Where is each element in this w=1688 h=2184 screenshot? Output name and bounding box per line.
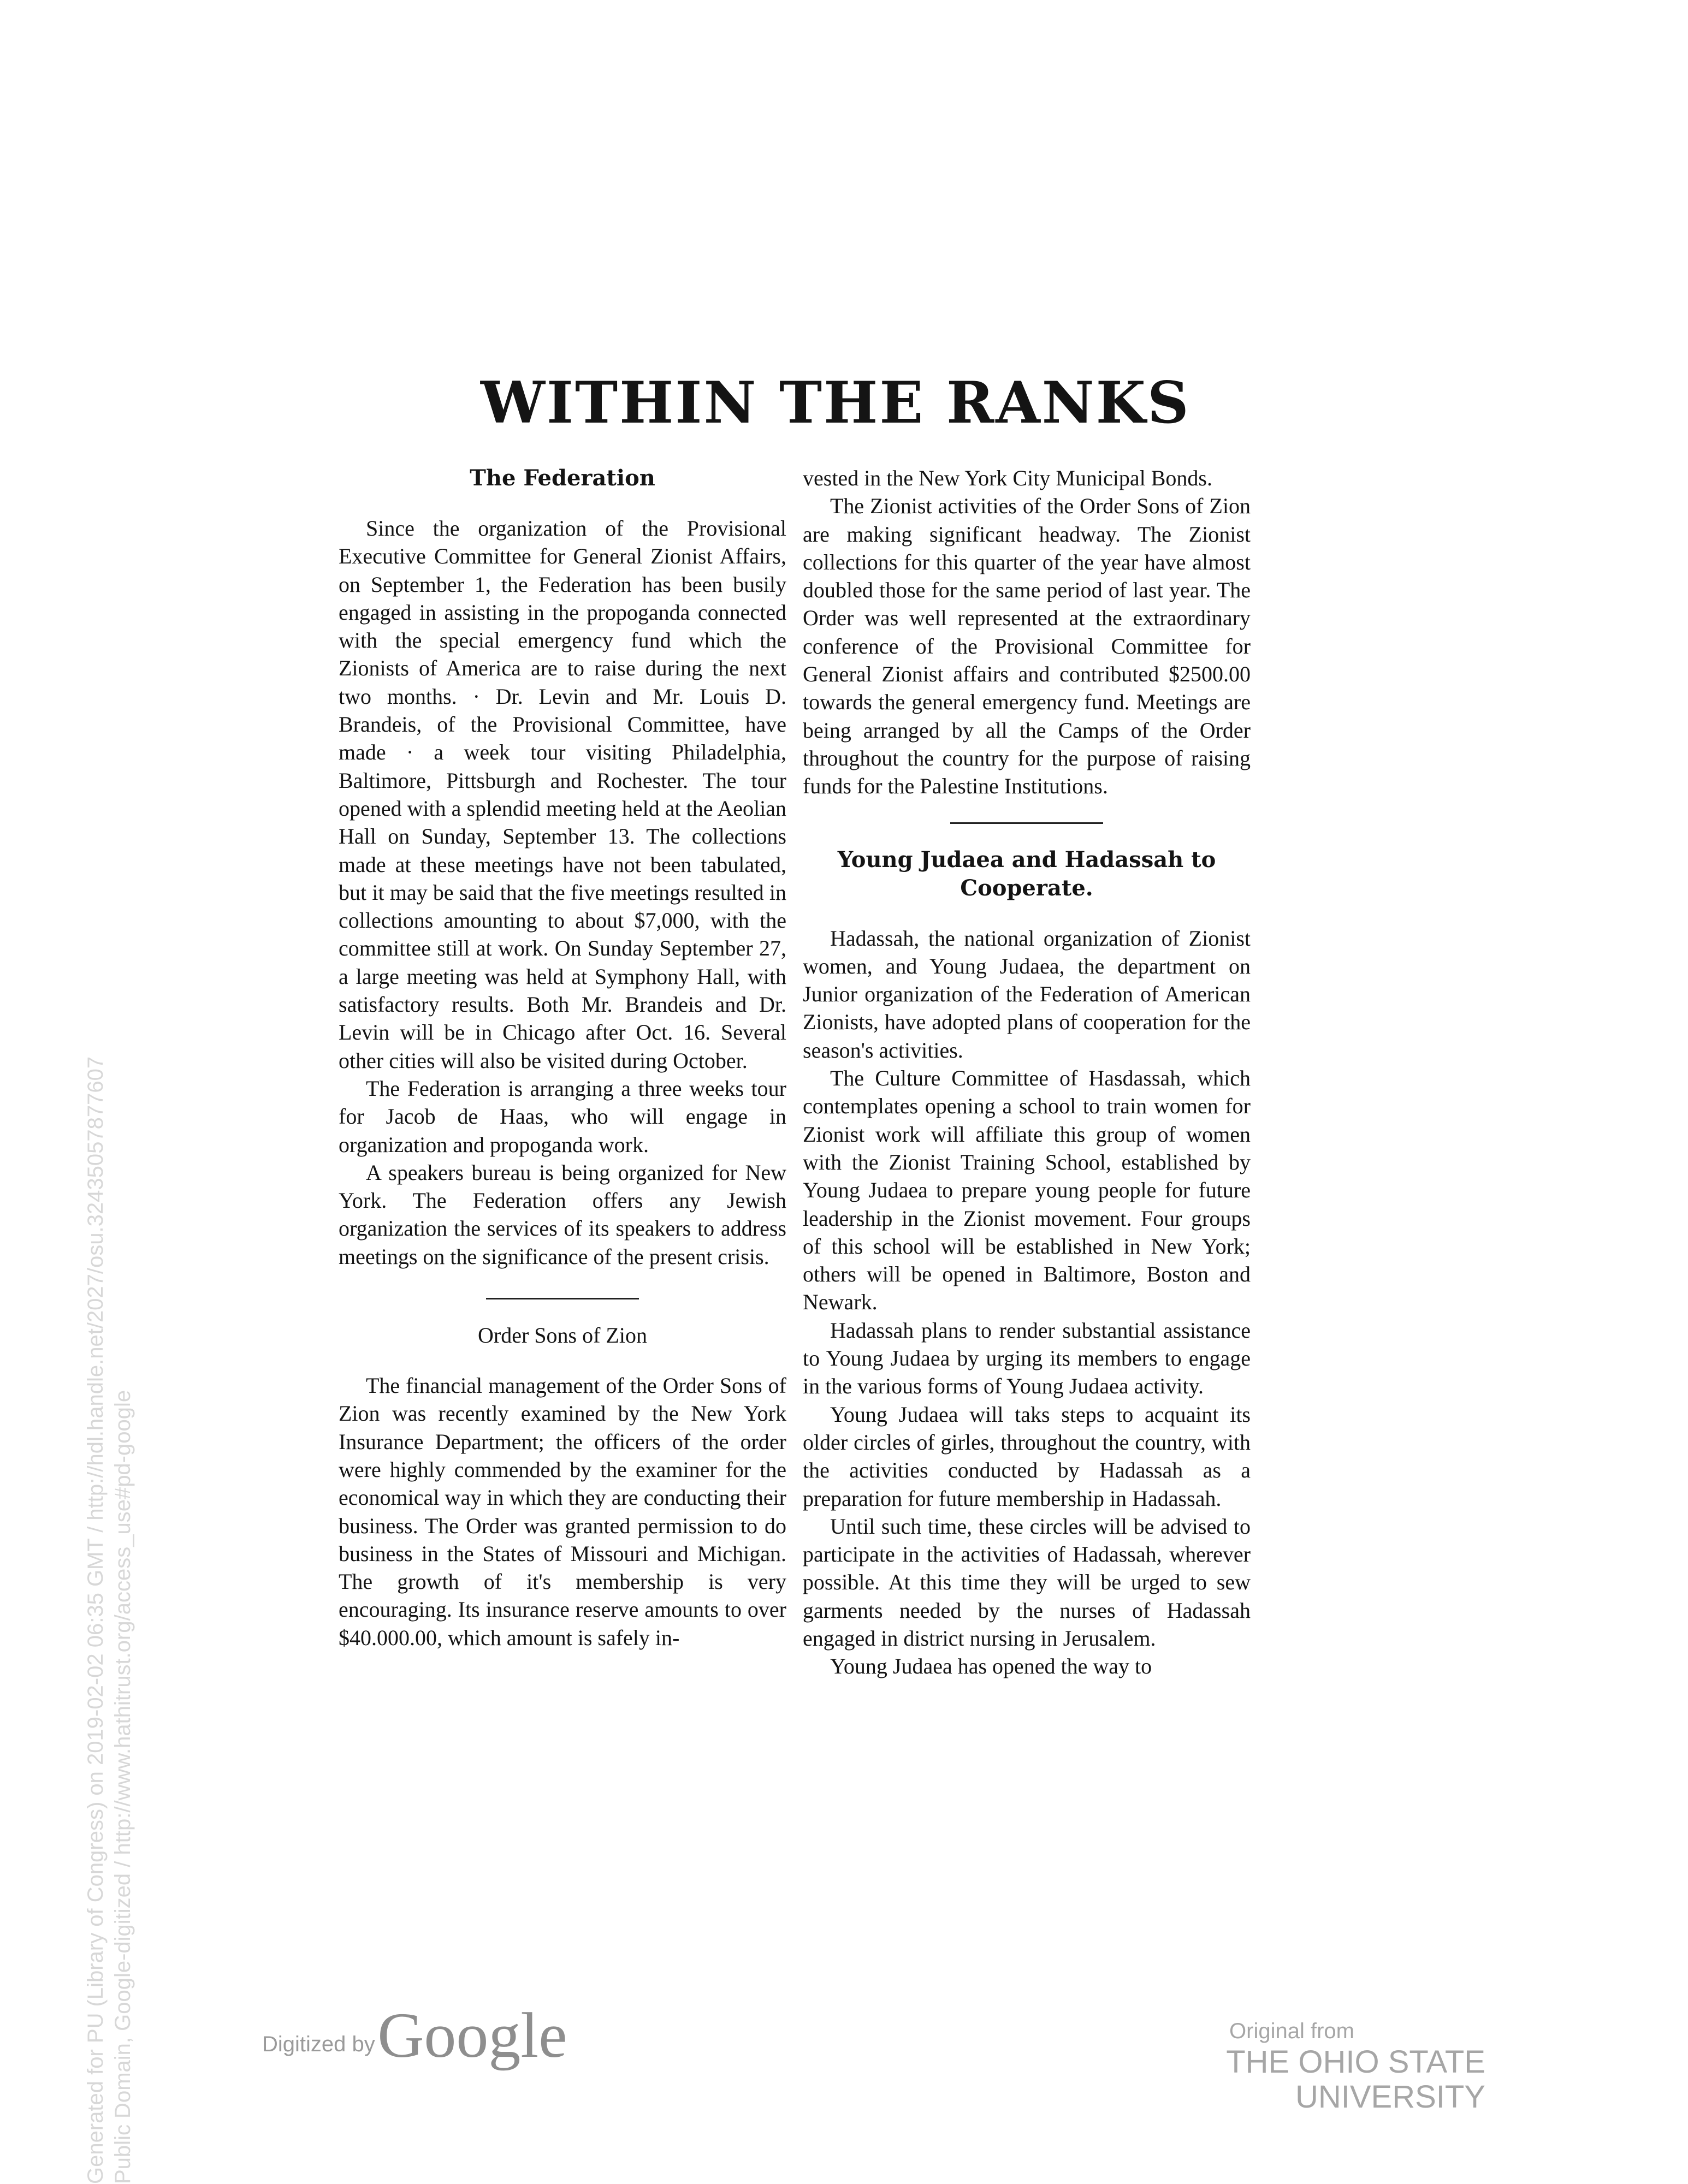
hathitrust-watermark — [82, 819, 137, 2184]
order-sons-paragraph-3: The Zionist activities of the Order Sons of Zion are making significant headway. The Zionist collections for this quarter of the year have almost doubled those for the same period of last year. The Order was well represented at the extraordinary conference of the Provisional Committee for General Zionist affairs and contributed $2500.00 towards the general emergency fund. Meetings are being arranged by all the Camps of the Order throughout the country for the purpose of raising funds for the Palestine Institutions. — [803, 494, 1251, 799]
young-judaea-paragraph-3: Hadassah plans to render substantial assistance to Young Judaea by urging its members to engage in the various forms of Young Judaea activity. — [803, 1317, 1251, 1399]
digitized-by-google — [262, 1998, 567, 2073]
left-column — [339, 464, 786, 1652]
federation-paragraph-1: Since the organization of the Provisional Executive Committee for General Zionist Affairs, on September 1, the Federation has been busily engaged in assisting in the propoganda connected with the special emergency fund which the Zionists of America are to raise during the next two months. · Dr. Levin and Mr. Louis D. Brandeis, of the Provisional Committee, have made · a week tour visiting Philadelphia, Baltimore, Pittsburgh and Rochester. The tour opened with a splendid meeting held at the Aeolian Hall on Sunday, September 13. The collections made at these meetings have not been tabulated, but it may be said that the five meetings resulted in collections amounting to about $7,000, with the committee still at work. On Sunday September 27, a large meeting was held at Symphony Hall, with satisfactory results. Both Mr. Brandeis and Dr. Levin will be in Chicago after Oct. 16. Several other cities will also be visited during October. — [339, 516, 786, 1073]
digitized-by-label: Digitized by — [262, 2032, 375, 2056]
order-sons-section — [339, 1321, 786, 1652]
order-sons-heading: Order Sons of Zion — [478, 1323, 647, 1348]
young-judaea-paragraph-6: Young Judaea has opened the way to — [830, 1654, 1152, 1679]
federation-section — [339, 464, 786, 1271]
watermark-line-1: Generated for PU (Library of Congress) on 2019-02-02 06:35 GMT / http://hdl.handle.net/2027/osu.32435057877607 — [84, 1056, 108, 2184]
young-judaea-section — [803, 846, 1251, 1681]
young-judaea-paragraph-5: Until such time, these circles will be advised to participate in the activities of Hadassah, wherever possible. At this time they will be urged to sew garments needed by the nurses of Hadassah engaged in district nursing in Jerusalem. — [803, 1514, 1251, 1651]
young-judaea-heading: Young Judaea and Hadassah to Cooperate. — [837, 846, 1216, 901]
young-judaea-paragraph-4: Young Judaea will taks steps to acquaint its older circles of girles, throughout the country, with the activities conducted by Hadassah as a preparation for future membership in Hadassah. — [803, 1402, 1251, 1511]
watermark-line-2: Public Domain, Google-digitized / http://www.hathitrust.org/access_use#pd-google — [111, 1390, 135, 2184]
young-judaea-paragraph-2: The Culture Committee of Hasdassah, which contemplates opening a school to train women for Zionist work will affiliate this group of women with the Zionist Training School, established by Young Judaea to prepare young people for future leadership in the Zionist movement. Four groups of this school will be established in New York; others will be opened in Baltimore, Boston and Newark. — [803, 1066, 1251, 1315]
original-from-label: Original from — [1229, 2019, 1354, 2043]
federation-heading: The Federation — [470, 465, 655, 491]
university-name: THE OHIO STATE UNIVERSITY — [1226, 2044, 1485, 2115]
page-title: WITHIN THE RANKS — [481, 369, 1191, 436]
original-from-credit — [1038, 2017, 1485, 2115]
federation-paragraph-3: A speakers bureau is being organized for New York. The Federation offers any Jewish organization the services of its speakers to address meetings on the significance of the present crisis. — [339, 1160, 786, 1269]
order-sons-continued — [803, 464, 1251, 800]
federation-paragraph-2: The Federation is arranging a three weeks tour for Jacob de Haas, who will engage in organization and propoganda work. — [339, 1076, 786, 1157]
right-column — [803, 464, 1251, 1681]
order-sons-paragraph-1: The financial management of the Order Sons of Zion was recently examined by the New York Insurance Department; the officers of the order were highly commended by the examiner for the economical way in which they are conducting their business. The Order was granted permission to do business in the States of Missouri and Michigan. The growth of it's membership is very encouraging. Its insurance reserve amounts to over $40.000.00, which amount is safely in- — [339, 1373, 786, 1650]
young-judaea-paragraph-1: Hadassah, the national organization of Zionist women, and Young Judaea, the department on Junior organization of the Federation of American Zionists, have adopted plans of cooperation for the season's activities. — [803, 925, 1251, 1063]
order-sons-paragraph-2: vested in the New York City Municipal Bonds. — [803, 466, 1212, 490]
google-logo: Google — [377, 1999, 567, 2071]
